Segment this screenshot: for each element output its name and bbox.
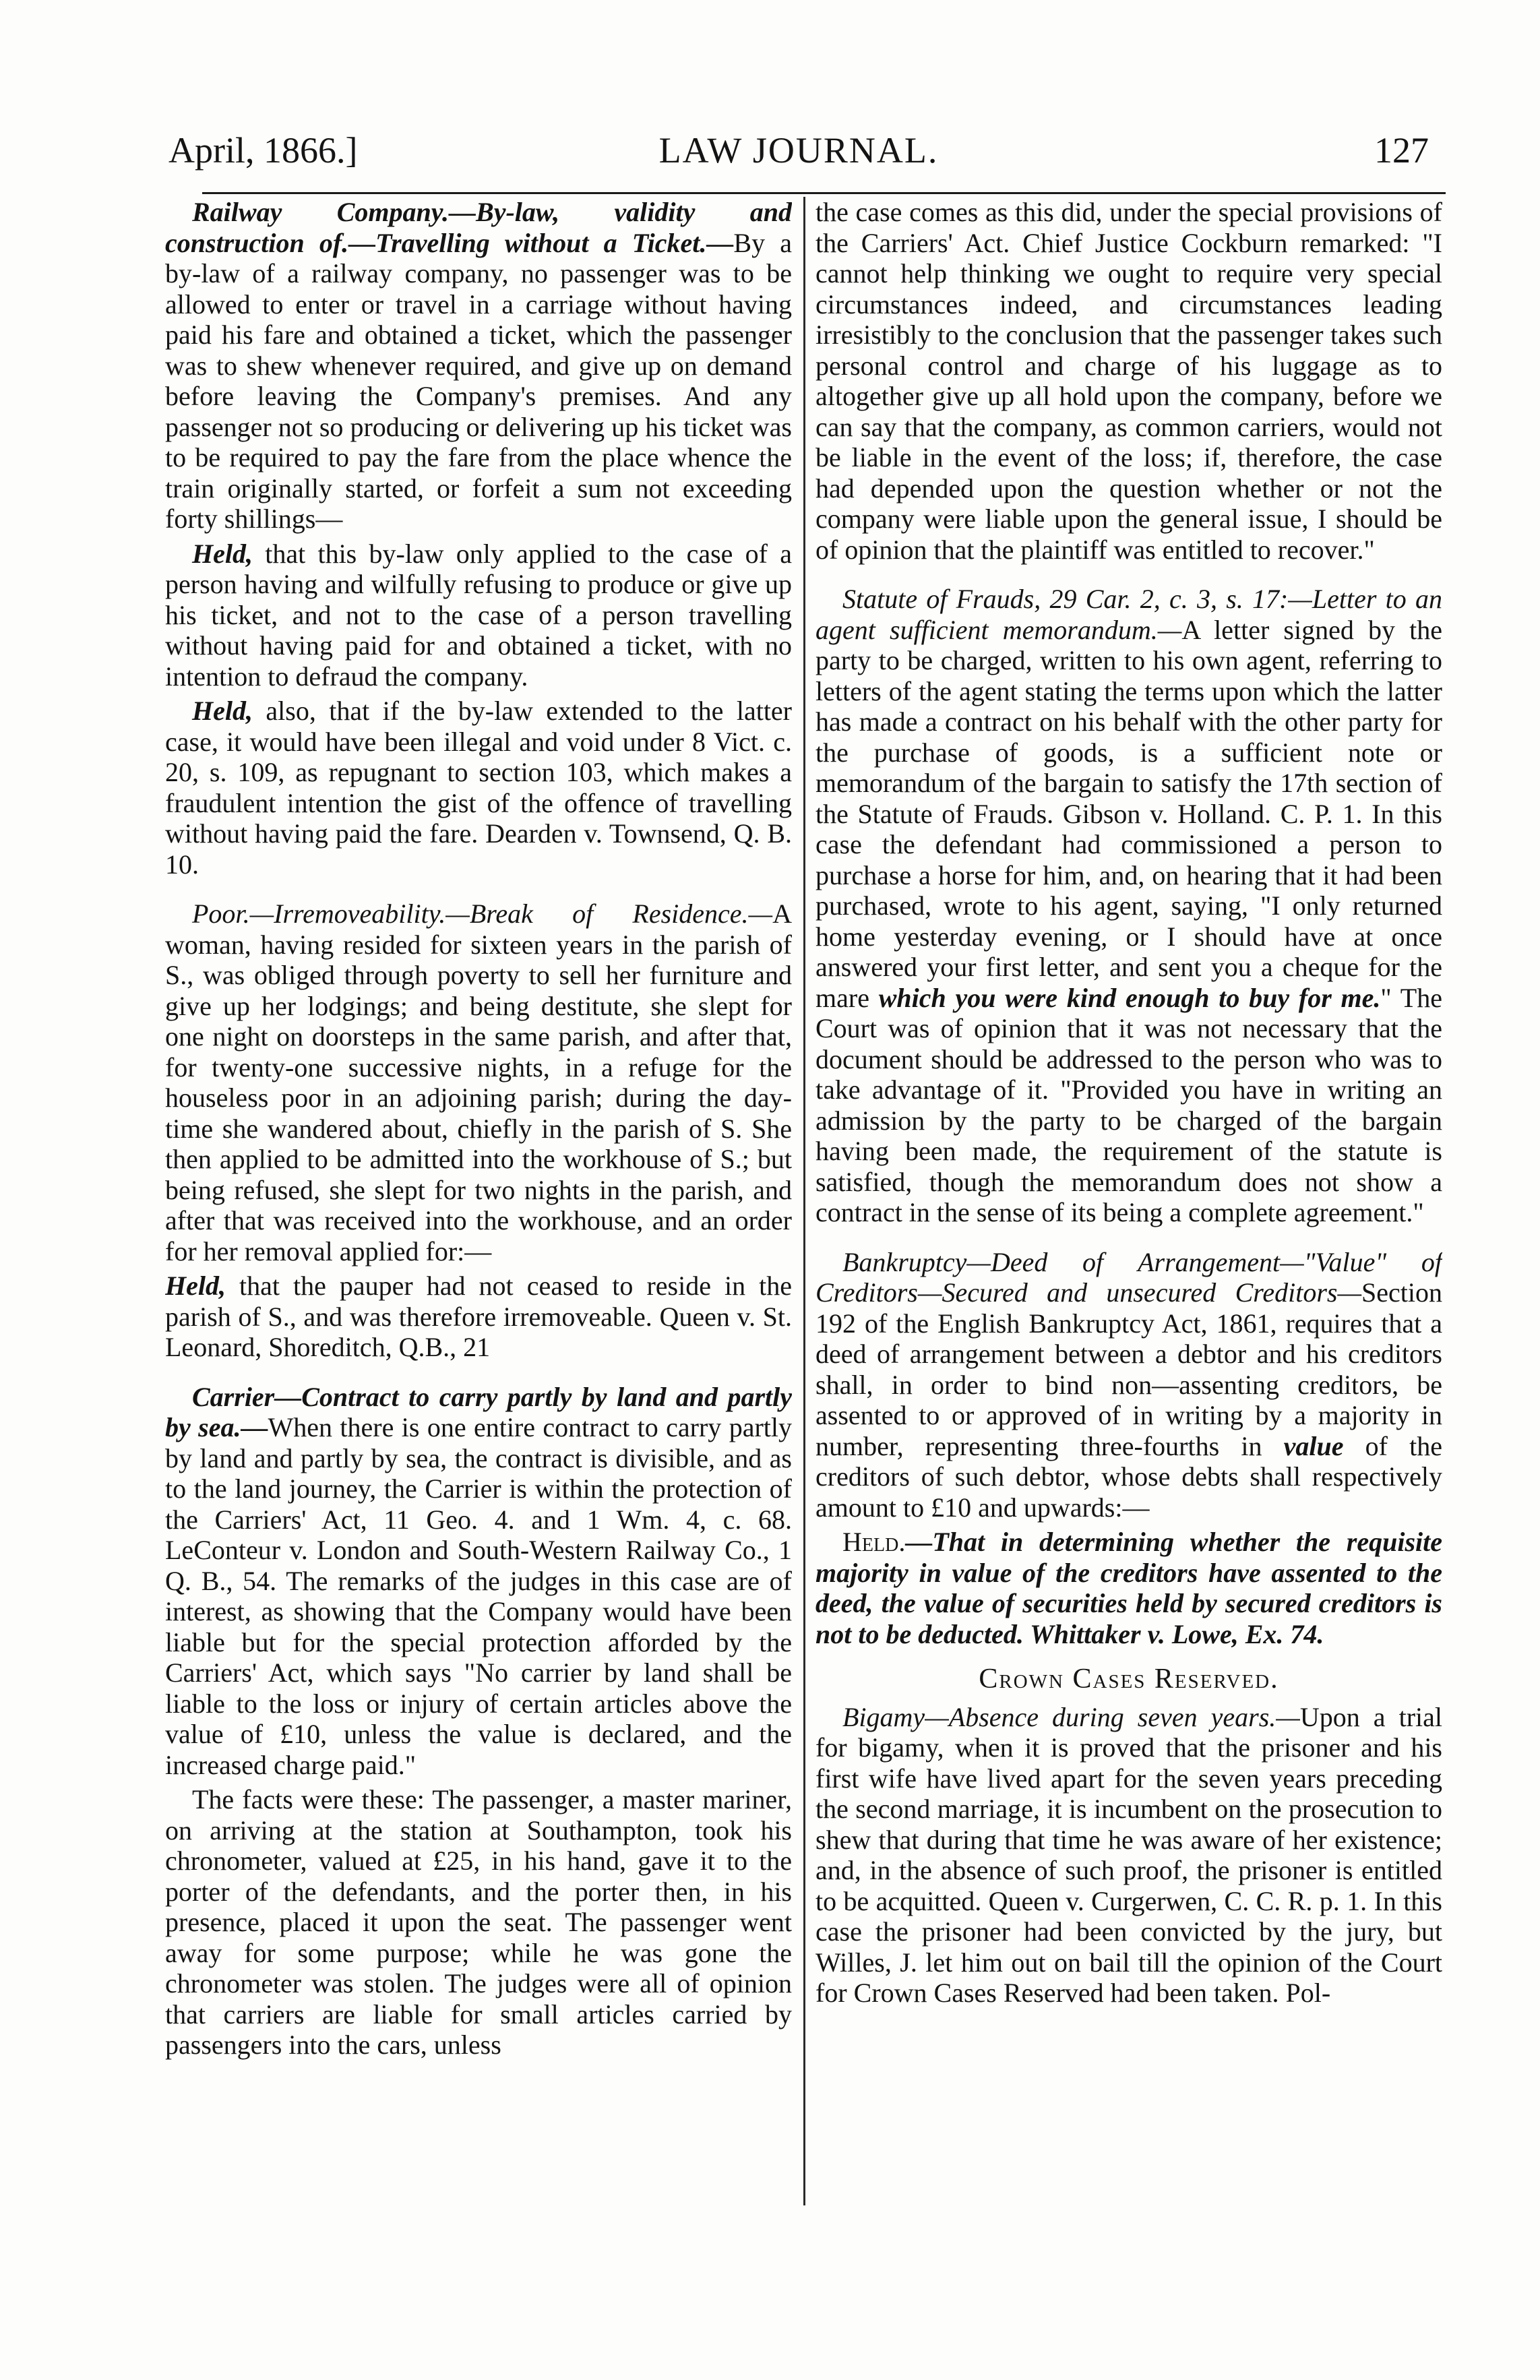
railway-heading: Railway Company.—By-law, validity and construction of.—Travelling without a Ticket.—: [165, 197, 792, 258]
held-label: Held.: [842, 1527, 906, 1557]
bankruptcy-held: [815, 1527, 1442, 1649]
frauds-heading: Statute of Frauds, 29 Car. 2, c. 3, s. 17:—Letter to an agent sufficient memorandum.—: [815, 584, 1442, 645]
bankruptcy-heading: Bankruptcy—Deed of Arrangement—"Value" of Creditors—Secured and unsecured Creditors—: [815, 1246, 1442, 1308]
held-text: —That in determining whether the requisite majority in value of the creditors have assented to the deed, the value of securities held by secured creditors is not to be deducted. Whittaker v. Lowe, Ex. 74.: [815, 1527, 1442, 1649]
bigamy-case: [815, 1702, 1442, 2009]
held-text: that this by-law only applied to the case of a person having and wilfully refusing to produce or give up his ticket, and not to the case of a person travelling without having paid for and obtained a ticket, with no intention to defraud the company.: [165, 538, 792, 692]
railway-body: By a by-law of a railway company, no passenger was to be allowed to enter or travel in a carriage without having paid his fare and obtained a ticket, which the passenger was to shew whenever required, and give up on demand before leaving the Company's premises. And any passenger not so producing or delivering up his ticket was to be required to pay the fare from the place whence the train originally started, or forfeit a sum not exceeding forty shillings—: [165, 227, 792, 534]
bankruptcy-body-end: of the creditors of such debtor, whose debts shall respectively amount to £10 and upwards:—: [815, 1430, 1442, 1523]
poor-case: [165, 898, 792, 1267]
header-date: April, 1866.]: [168, 130, 358, 171]
page-header: [168, 121, 1429, 175]
frauds-body: A letter signed by the party to be charged, written to his own agent, referring to letters of the agent stating the terms upon which the latter has made a contract on his behalf with the other party for the purchase of goods, is a sufficient note or memorandum of the bargain to satisfy the 17th section of the Statute of Frauds. Gibson v. Holland. C. P. 1. In this case the defendant had commissioned a person to purchase a horse for him, and, on hearing that it had been purchased, wrote to his agent, saying, "I only returned home yesterday evening, or I should have at once answered your first letter, and sent you a cheque for the mare: [815, 614, 1442, 1013]
header-rule: [202, 192, 1446, 194]
frauds-quote-italic: which you were kind enough to buy for me.: [878, 982, 1381, 1013]
bankruptcy-case: [815, 1247, 1442, 1523]
railway-case: [165, 197, 792, 535]
section-heading-crown-cases: Crown Cases Reserved.: [979, 1664, 1279, 1695]
held-text: also, that if the by-law extended to the latter case, it would have been illegal and void under 8 Vict. c. 20, s. 109, as repugnant to section 103, which makes a fraudulent intention the gist of the offence of travelling without having paid the fare. Dearden v. Townsend, Q. B. 10.: [165, 696, 792, 880]
frauds-body-end: " The Court was of opinion that it was not necessary that the document should be addressed to the person who was to take advantage of it. "Provided you have in writing an admission by the party to be charged of the bargain having been made, the requirement of the statute is satisfied, though the memorandum does not show a contract in the sense of its being a complete agreement.": [815, 982, 1442, 1227]
held-text: that the pauper had not ceased to reside in the parish of S., and was therefore irremoveable. Queen v. St. Leonard, Shoreditch, Q.B., 21: [165, 1271, 792, 1362]
poor-heading: Poor.—Irremoveability.—Break of Residence.—: [192, 898, 773, 929]
page-number: 127: [1374, 130, 1429, 171]
left-column: [165, 197, 792, 2219]
frauds-case: [815, 584, 1442, 1228]
carrier-body: When there is one entire contract to carry partly by land and partly by sea, the contract is divisible, and as to the land journey, the Carrier is within the protection of the Carriers' Act, 11 Geo. 4. and 1 Wm. 4, c. 68. LeConteur v. London and South-Western Railway Co., 1 Q. B., 54. The remarks of the judges in this case are of interest, as showing that the Company would have been liable but for the special protection afforded by the Carriers' Act, which says "No carrier by land shall be liable to the loss or injury of certain articles above the value of £10, unless the value is declared, and the increased charge paid.": [165, 1412, 792, 1780]
railway-held-2: [165, 696, 792, 880]
bankruptcy-body: Section 192 of the English Bankruptcy Act, 1861, requires that a deed of arrangement between a debtor and his creditors shall, in order to bind non—assenting creditors, be assented to or approved of in writing by a majority in number, representing three-fourths in: [815, 1277, 1442, 1461]
carrier-continued: the case comes as this did, under the special provisions of the Carriers' Act. Chief Justice Cockburn remarked: "I cannot help thinking we ought to require very special circumstances indeed, and circumstances leading irresistibly to the conclusion that the passenger takes such personal control and charge of his luggage as to altogether give up all hold upon the company, before we can say that the company, as common carriers, would not be liable in the event of the loss; if, therefore, the case had depended upon the question whether or not the company were liable upon the general issue, I should be of opinion that the plaintiff was entitled to recover.": [815, 197, 1442, 565]
value-italic: value: [1283, 1430, 1344, 1461]
bigamy-heading: Bigamy—Absence during seven years.—: [842, 1701, 1300, 1732]
held-label: Held,: [192, 696, 253, 726]
held-label: Held,: [192, 538, 253, 569]
column-divider: [803, 197, 805, 2205]
held-label: Held,: [165, 1271, 226, 1301]
carrier-heading: Carrier—Contract to carry partly by land and partly by sea.—: [165, 1381, 792, 1442]
right-column: [815, 197, 1442, 2219]
carrier-facts: The facts were these: The passenger, a master mariner, on arriving at the station at Southampton, took his chronometer, valued at £25, in his hand, gave it to the porter of the defendants, and the porter then, in his presence, placed it upon the seat. The passenger went away for some purpose; while he was gone the chronometer was stolen. The judges were all of opinion that carriers are liable for small articles carried by passengers into the cars, unless: [165, 1784, 792, 2060]
bigamy-body: Upon a trial for bigamy, when it is proved that the prisoner and his first wife have lived apart for the seven years preceding the second marriage, it is incumbent on the prosecution to shew that during that time he was aware of her existence; and, in the absence of such proof, the prisoner is entitled to be acquitted. Queen v. Curgerwen, C. C. R. p. 1. In this case the prisoner had been convicted by the jury, but Willes, J. let him out on bail till the opinion of the Court for Crown Cases Reserved had been taken. Pol-: [815, 1701, 1442, 2008]
poor-held: [165, 1271, 792, 1363]
journal-title: LAW JOURNAL.: [658, 130, 939, 171]
poor-body: A woman, having resided for sixteen years in the parish of S., was obliged through poverty to sell her furniture and give up her lodgings; and being destitute, she slept for one night on doorsteps in the same parish, and after that, for twenty-one successive nights, in a refuge for the houseless poor in an adjoining parish; during the day-time she wandered about, chiefly in the parish of S. She then applied to be admitted into the workhouse of S.; but being refused, she slept for two nights in the parish, and after that was received into the workhouse, and an order for her removal applied for:—: [165, 898, 792, 1267]
carrier-case: [165, 1382, 792, 1781]
railway-held-1: [165, 539, 792, 692]
